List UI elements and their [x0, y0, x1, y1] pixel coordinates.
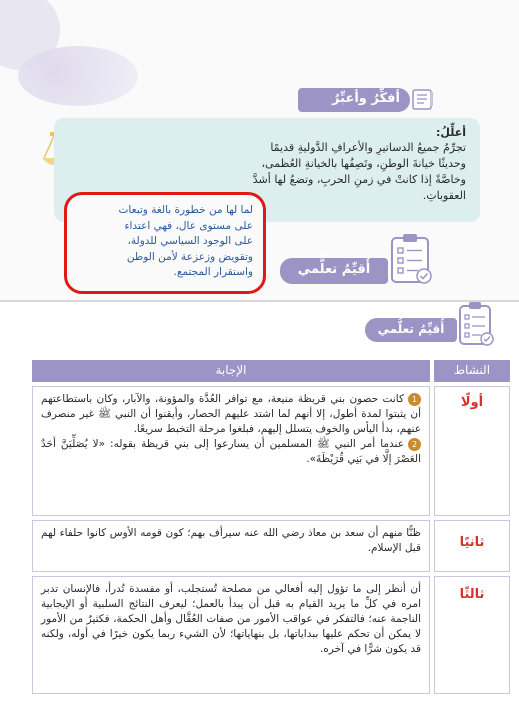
- notebook-lines-icon: [410, 86, 436, 112]
- row-label: ثالثًا: [434, 576, 510, 694]
- header-answer: الإجابة: [32, 360, 430, 382]
- row-label: ثانيًا: [434, 520, 510, 572]
- panel-line: تجرِّمُ جميعُ الدساتيرِ والأعرافِ الدَّوليةِ قديمًا: [270, 141, 466, 154]
- answer-item: [41, 437, 421, 467]
- panel-line: العقوباتِ.: [422, 189, 466, 202]
- header-activity: النشاط: [434, 360, 510, 382]
- panel-heading: أعلِّلُ:: [436, 126, 466, 139]
- clipboard-checklist-icon: [456, 300, 496, 348]
- panel-line: وحديثًا خيانةَ الوطنِ، وتَصِفُها بالخيانةِ العُظمى،: [261, 157, 466, 170]
- answer-item: [41, 392, 421, 437]
- answer-line: وتقويض وزعزعة لأمن الوطن: [126, 250, 253, 263]
- answer-text: كانت حصون بني قريظة منيعة، مع توافر العُدَّة والمؤونة، والآبار، وكان باستطاعتهم أن يثبتوا لمدة أطول، إلا أنهم لما اشتد عليهم الحصار، وأيقنوا أن النبي ﷺ غير منصرف عنهم، بدأ اليأس والخوف يتسلل إليهم، فبلغوا مرحلة التخبط سريعًا.: [41, 393, 421, 435]
- number-bullet: 1: [408, 393, 421, 406]
- answer-line: لما لها من خطورة بالغة وتبعات: [118, 204, 253, 216]
- row-label: أولًا: [434, 386, 510, 516]
- table-row: ظنًّا منهم أن سعد بن معاذ رضي الله عنه سيرأف بهم؛ كون قومه الأوس كانوا حلفاء لهم قبل الإسلام.: [32, 520, 430, 572]
- previous-page-area: [0, 0, 519, 300]
- learn-section-title: أُقيِّمُ تعلُّمي: [365, 318, 457, 342]
- answer-text: عندما أمر النبي ﷺ المسلمين أن يسارعوا إلى بني قريظة بقوله: «لا يُصَلِّيَنَّ أحَدٌ العَصْرَ إلَّا في بَنِي قُرَيْظَةَ».: [41, 438, 421, 465]
- learn-section-title-top: أُقيِّمُ تعلُّمي: [280, 258, 388, 284]
- table-row: أن أنظر إلى ما تؤول إليه أفعالي من مصلحة تُستجلب، أو مفسدة تُدرأ، فالإنسان تدبر امره في كلِّ ما يريد القيام به قبل أن يبدأ بالعمل؛ ليعرف النتائج السلبية أو الإيجابية الناجمة عنه؛ فالتفكر في عواقب الأمور من صفات العُقَّال وأهل الحكمة، فكثيرٌ من الأمور لا يمكن أن تحكم عليها ببداياتها، بل بنهاياتها؛ لأن الشيء ربما يكون خيرًا في أوله، ولكنه قد يكون شرًّا في آخره.: [32, 576, 430, 694]
- think-section-title: أفكِّرُ وأعبِّرُ: [298, 88, 410, 112]
- clipboard-checklist-icon: [388, 232, 434, 286]
- answer-line: على الوجود السياسي للدولة،: [127, 235, 253, 247]
- panel-line: وخاصَّةً إذا كانتْ في زمنِ الحربِ، وتضعُ لها أشدَّ: [252, 173, 466, 186]
- page-divider: [0, 300, 519, 302]
- highlighted-answer-box: [64, 192, 266, 294]
- decorative-blob: [18, 46, 138, 106]
- answer-line: واستقرار المجتمع.: [173, 266, 253, 278]
- answers-table: [32, 360, 510, 696]
- answer-line: على مستوى عال، فهي اعتداء: [124, 219, 253, 232]
- table-row: [32, 386, 430, 516]
- number-bullet: 2: [408, 438, 421, 451]
